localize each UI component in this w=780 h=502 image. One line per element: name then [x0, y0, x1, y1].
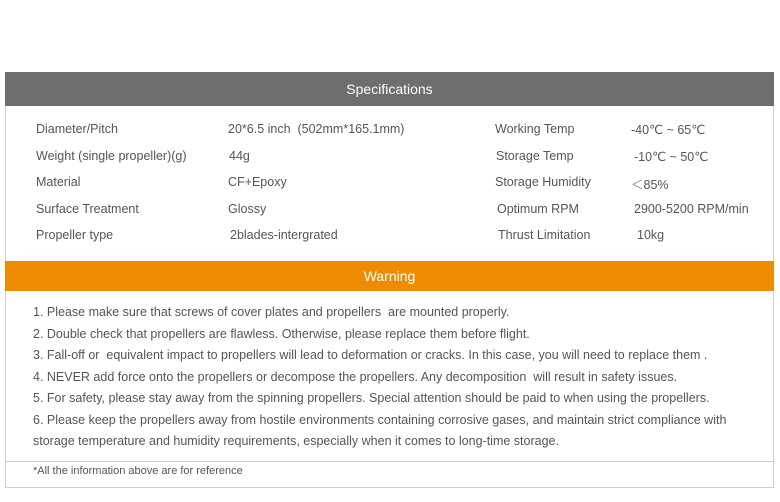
warning-item: 4. NEVER add force onto the propellers or decompose the propellers. Any decomposition will result in safety issues.	[33, 369, 678, 384]
spec-label: Storage Temp	[496, 148, 574, 163]
warning-item: 2. Double check that propellers are flawless. Otherwise, please replace them before flight.	[33, 326, 530, 341]
spec-value: 44g	[229, 148, 250, 163]
footnote: *All the information above are for reference	[33, 465, 243, 477]
spec-value: CF+Epoxy	[228, 175, 287, 190]
specifications-table	[5, 116, 774, 249]
warning-item: storage temperature and humidity requirements, especially when it comes to long-time storage.	[33, 434, 559, 448]
spec-label: Material	[36, 175, 81, 190]
spec-label: Working Temp	[495, 122, 575, 136]
warning-item: 3. Fall-off or equivalent impact to propellers will lead to deformation or cracks. In this case, you will need to replace them .	[33, 348, 708, 362]
spec-label: Thrust Limitation	[498, 228, 591, 243]
spec-value: 2blades-intergrated	[230, 228, 338, 243]
spec-label: Storage Humidity	[495, 175, 591, 190]
spec-value: 20*6.5 inch (502mm*165.1mm)	[228, 122, 405, 136]
warning-item: 6. Please keep the propellers away from hostile environments containing corrosive gases, and maintain strict compliance with	[33, 412, 727, 427]
spec-label: Diameter/Pitch	[36, 122, 118, 136]
spec-row	[5, 222, 774, 249]
specifications-title: Specifications	[346, 81, 433, 97]
spec-row	[5, 143, 774, 170]
spec-value: 10kg	[637, 228, 665, 243]
spec-value: ＜85%	[631, 178, 669, 193]
footnote-divider	[5, 461, 774, 462]
spec-label: Surface Treatment	[36, 201, 139, 216]
specifications-header	[5, 72, 774, 106]
warning-list	[33, 302, 763, 453]
warning-item: 5. For safety, please stay away from the spinning propellers. Special attention should be paid to when using the propellers.	[33, 391, 710, 405]
spec-value: -40℃ ~ 65℃	[631, 123, 706, 137]
spec-value: 2900-5200 RPM/min	[634, 201, 749, 216]
spec-value: -10℃ ~ 50℃	[634, 149, 709, 164]
spec-row	[5, 169, 774, 196]
warning-item: 1. Please make sure that screws of cover plates and propellers are mounted properly.	[33, 305, 510, 319]
spec-label: Weight (single propeller)(g)	[36, 148, 187, 163]
spec-label: Optimum RPM	[497, 201, 579, 216]
warning-title: Warning	[363, 268, 416, 284]
spec-row	[5, 196, 774, 223]
spec-label: Propeller type	[36, 228, 114, 243]
spec-row	[5, 116, 774, 143]
warning-header	[5, 261, 774, 291]
spec-value: Glossy	[228, 201, 267, 216]
